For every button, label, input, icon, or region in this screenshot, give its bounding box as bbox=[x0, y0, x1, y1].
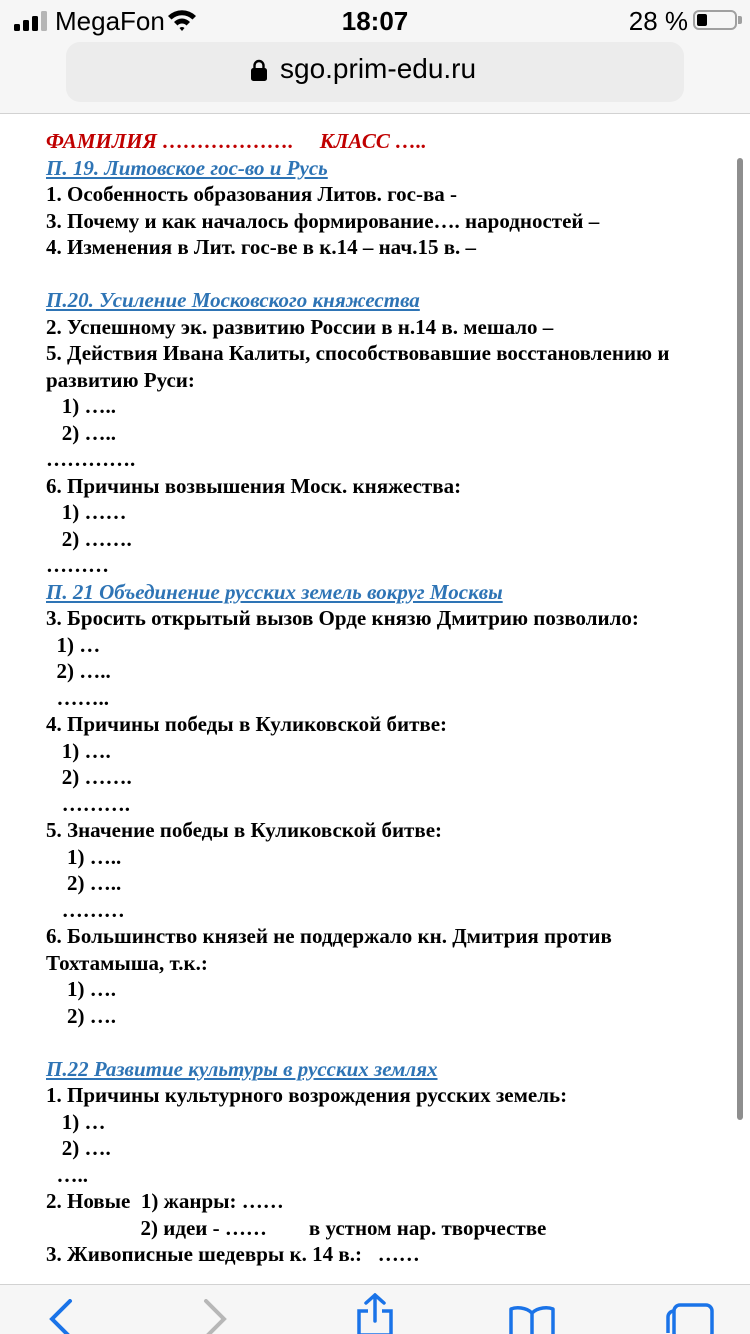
question-line: 6. Большинство князей не поддержало кн. Дмитрия против Тохтамыша, т.к.: bbox=[46, 924, 612, 975]
answer-line: 2) …. bbox=[46, 1003, 116, 1028]
clock: 18:07 bbox=[341, 6, 409, 36]
answer-line: 1) ….. bbox=[46, 394, 116, 418]
answer-line: 2) ……. bbox=[46, 526, 132, 551]
answer-line: …………. bbox=[46, 447, 136, 471]
question-line: 4. Изменения в Лит. гос-ве в к.14 – нач.15 в. – bbox=[46, 235, 477, 259]
document-content bbox=[46, 128, 726, 1268]
battery-terminal bbox=[738, 16, 742, 24]
question-line: 3. Живописные шедевры к. 14 в.: …… bbox=[46, 1242, 420, 1266]
answer-line: 2) …. bbox=[46, 1136, 111, 1160]
question-line: 6. Причины возвышения Моск. княжества: bbox=[46, 473, 462, 498]
question-line: 5. Значение победы в Куликовской битве: bbox=[46, 818, 443, 842]
battery-icon bbox=[693, 10, 737, 30]
share-icon[interactable] bbox=[355, 1293, 395, 1334]
lock-icon bbox=[251, 59, 267, 81]
question-line: 3. Почему и как началось формирование…. народностей – bbox=[46, 208, 600, 233]
bookmarks-icon[interactable] bbox=[508, 1305, 556, 1334]
question-line: 5. Действия Ивана Калиты, способствовавшие восстановлению и развитию Руси: bbox=[46, 341, 670, 392]
answer-line: 2) ….. bbox=[46, 420, 116, 445]
status-bar bbox=[0, 0, 750, 42]
answer-line: 1) …… bbox=[46, 500, 127, 524]
question-line: 2. Новые 1) жанры: …… bbox=[46, 1189, 284, 1213]
answer-line: 2) идеи - …… в устном нар. творчестве bbox=[46, 1215, 547, 1240]
spacer bbox=[46, 261, 726, 288]
answer-line: 1) … bbox=[46, 632, 101, 657]
section-title-22[interactable]: П.22 Развитие культуры в русских землях bbox=[46, 1056, 438, 1081]
question-line: 1. Особенность образования Литов. гос-ва - bbox=[46, 182, 458, 206]
answer-line: …….. bbox=[46, 685, 109, 710]
section-title-21[interactable]: П. 21 Объединение русских земель вокруг Москвы bbox=[46, 579, 503, 604]
answer-line: 1) … bbox=[46, 1109, 106, 1134]
answer-line: 2) ….. bbox=[46, 871, 122, 895]
url-text[interactable]: sgo.prim-edu.ru bbox=[280, 53, 477, 84]
answer-line: ……… bbox=[46, 553, 109, 577]
back-icon[interactable] bbox=[46, 1299, 76, 1334]
answer-line: ………. bbox=[46, 791, 130, 816]
question-line: 4. Причины победы в Куликовской битве: bbox=[46, 712, 448, 736]
scrollbar[interactable] bbox=[737, 158, 743, 1120]
answer-line: 2) ……. bbox=[46, 765, 132, 789]
battery-percentage: 28 % bbox=[628, 6, 688, 36]
forward-icon[interactable] bbox=[200, 1299, 230, 1334]
question-line: 3. Бросить открытый вызов Орде князю Дмитрию позволило: bbox=[46, 606, 639, 630]
answer-line: 1) …. bbox=[46, 977, 116, 1001]
answer-line: ……… bbox=[46, 897, 125, 922]
battery-level bbox=[697, 14, 707, 26]
answer-line: 2) ….. bbox=[46, 659, 111, 683]
answer-line: 1) …. bbox=[46, 738, 111, 763]
document-header: ФАМИЛИЯ ………………. КЛАСС ….. bbox=[46, 129, 427, 153]
section-title-20[interactable]: П.20. Усиление Московского княжества bbox=[46, 288, 420, 312]
carrier-name: MegaFon bbox=[55, 6, 165, 36]
answer-line: 1) ….. bbox=[46, 844, 122, 869]
answer-line: ….. bbox=[46, 1162, 88, 1187]
question-line: 1. Причины культурного возрождения русских земель: bbox=[46, 1083, 568, 1107]
tabs-icon[interactable] bbox=[664, 1303, 716, 1334]
section-title-19[interactable]: П. 19. Литовское гос-во и Русь bbox=[46, 155, 328, 180]
browser-toolbar bbox=[0, 1284, 750, 1334]
question-line: 2. Успешному эк. развитию России в н.14 в. мешало – bbox=[46, 314, 554, 339]
spacer bbox=[46, 1029, 726, 1056]
